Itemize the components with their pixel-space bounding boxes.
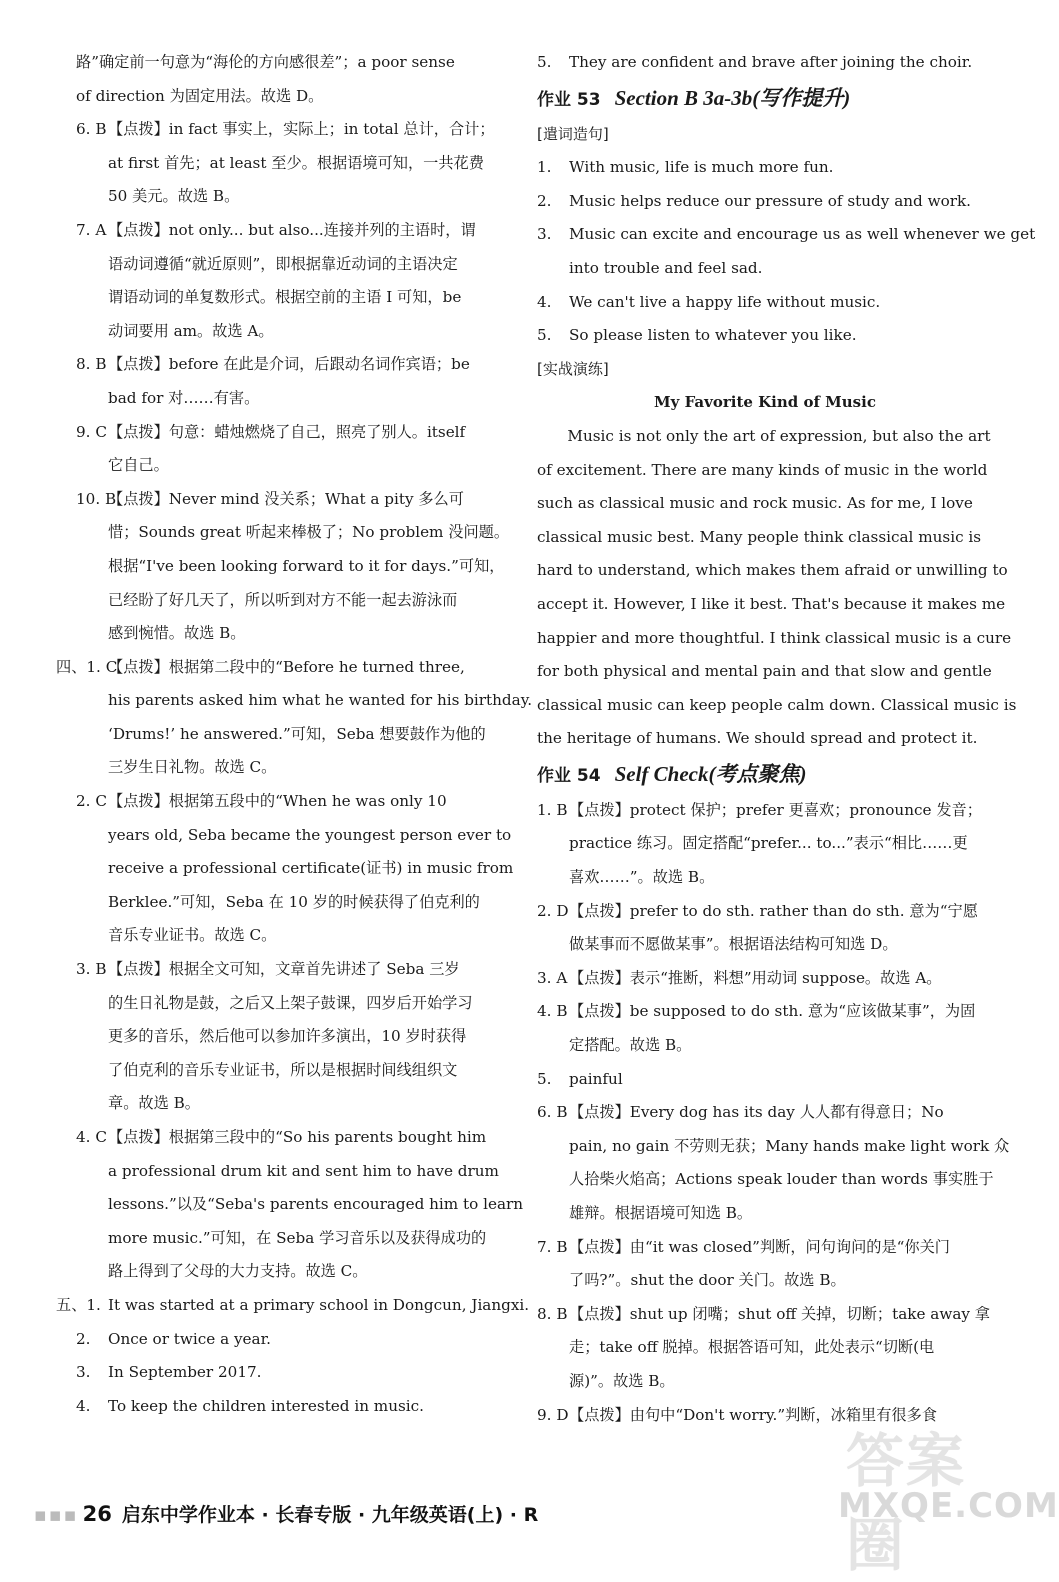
text-line: 源)”。故选 B。 xyxy=(569,1371,675,1390)
page-number: 26 xyxy=(82,1502,112,1526)
answer-item xyxy=(537,286,993,320)
essay-line: hard to understand, which makes them afraid or unwilling to xyxy=(537,561,1008,580)
answer-number: 五、1. xyxy=(56,1295,101,1314)
text-line: receive a professional certificate(证书) in music from xyxy=(108,859,514,878)
answer-number: 1. xyxy=(537,158,552,177)
answer-item xyxy=(76,1323,516,1357)
text-line: 音乐专业证书。故选 C。 xyxy=(108,926,277,945)
text-line: So please listen to whatever you like. xyxy=(569,326,857,345)
text-line: Music can excite and encourage us as well whenever we get xyxy=(569,225,1036,244)
answer-number: 3. xyxy=(76,1363,91,1382)
answer-item xyxy=(76,1121,524,1289)
text-line: 【点拨】in fact 事实上，实际上；in total 总计，合计； xyxy=(108,120,495,139)
text-line: 根据“I've been looking forward to it for days.”可知， xyxy=(108,556,505,575)
answer-number: 四、1. C xyxy=(56,657,118,676)
answer-number: 2. xyxy=(76,1329,91,1348)
text-line: 感到惋惜。故选 B。 xyxy=(108,624,246,643)
text-line: 【点拨】句意：蜡烛燃烧了自己，照亮了别人。itself xyxy=(108,422,466,441)
text-line: painful xyxy=(569,1069,623,1088)
page-footer xyxy=(34,1500,538,1527)
answer-item xyxy=(76,214,516,348)
answer-number: 4. B xyxy=(537,1002,568,1021)
answer-item xyxy=(76,953,516,1121)
answer-number: 4. C xyxy=(76,1128,107,1146)
text-line: 【点拨】根据第三段中的“So his parents bought him xyxy=(108,1128,487,1146)
essay-line: accept it. However, I like it best. That's because it makes me xyxy=(537,594,1006,613)
footer-decoration: ▪▪▪ xyxy=(34,1504,79,1526)
answer-number: 3. B xyxy=(76,960,107,979)
answer-number: 9. C xyxy=(76,422,107,441)
text-line: 了伯克利的音乐专业证书，所以是根据时间线组织文 xyxy=(108,1060,458,1079)
answer-item xyxy=(76,483,516,651)
text-line: 【点拨】Never mind 没关系；What a pity 多么可 xyxy=(108,489,464,508)
text-line: Music helps reduce our pressure of study and work. xyxy=(569,191,972,210)
text-line: 【点拨】be supposed to do sth. 意为“应该做某事”，为固 xyxy=(569,1002,976,1021)
text-line: 喜欢……”。故选 B。 xyxy=(569,868,715,887)
hw54-list xyxy=(537,794,1010,1432)
text-line: 【点拨】由“it was closed”判断，问句询问的是“你关门 xyxy=(569,1237,950,1256)
answer-item xyxy=(56,651,533,785)
text-line: 雄辩。根据语境可知选 B。 xyxy=(569,1204,753,1222)
text-line: 动词要用 am。故选 A。 xyxy=(108,321,274,340)
essay-paragraph xyxy=(537,420,1017,756)
answer-item xyxy=(76,1356,516,1390)
answer-item xyxy=(537,1063,993,1097)
answer-number: 2. C xyxy=(76,792,107,811)
answer-item xyxy=(537,1298,993,1399)
essay-line: such as classical music and rock music. As for me, I love xyxy=(537,494,973,513)
homework-title: Section B 3a-3b xyxy=(614,85,753,110)
text-line: 路”确定前一句意为“海伦的方向感很差”；a poor sense xyxy=(76,53,455,71)
answer-item xyxy=(537,319,993,353)
text-line: 走；take off 脱掉。根据答语可知，此处表示“切断(电 xyxy=(569,1338,935,1357)
answer-number: 9. D xyxy=(537,1405,569,1424)
text-line: Once or twice a year. xyxy=(108,1329,271,1348)
answer-number: 3. A xyxy=(537,968,568,987)
section-label-zaoci: [遣词造句] xyxy=(537,124,609,143)
answer-number: 10. B xyxy=(76,489,117,508)
watermark-url: MXQE.COM xyxy=(838,1486,1059,1526)
text-line: 谓语动词的单复数形式。根据空前的主语 I 可知，be xyxy=(108,288,462,307)
answer-item xyxy=(537,794,993,895)
text-line: 语动词遵循“就近原则”，即根据靠近动词的主语决定 xyxy=(108,254,458,273)
essay-line: classical music best. Many people think classical music is xyxy=(537,527,982,546)
answer-item xyxy=(76,46,516,113)
text-line: 章。故选 B。 xyxy=(108,1094,200,1113)
text-line: 【点拨】由句中“Don't worry.”判断，冰箱里有很多食 xyxy=(569,1405,937,1424)
text-line: To keep the children interested in music. xyxy=(108,1396,424,1415)
text-line: 它自己。 xyxy=(108,456,169,475)
text-line: 路上得到了父母的大力支持。故选 C。 xyxy=(108,1262,368,1281)
answer-item xyxy=(537,151,993,185)
answer-number: 7. A xyxy=(76,220,107,239)
book-title: 启东中学作业本 · 长春专版 · 九年级英语(上) · R xyxy=(121,1504,539,1526)
text-line: bad for 对……有害。 xyxy=(108,388,260,407)
answer-number: 6. B xyxy=(537,1103,568,1122)
answer-number: 2. xyxy=(537,191,552,210)
answer-item xyxy=(537,895,993,962)
homework-subtitle: (写作提升) xyxy=(752,85,851,110)
text-line: 50 美元。故选 B。 xyxy=(108,187,240,206)
answer-number: 4. xyxy=(76,1396,91,1415)
answer-item xyxy=(537,1096,1010,1230)
watermark xyxy=(838,1412,1059,1579)
right-column xyxy=(537,46,1036,1432)
answer-item xyxy=(537,46,993,80)
text-line: practice 练习。固定搭配“prefer... to...”表示“相比……更 xyxy=(569,834,968,853)
text-line: years old, Seba became the youngest person ever to xyxy=(108,825,512,844)
text-line: lessons.”以及“Seba's parents encouraged him to learn xyxy=(108,1195,524,1214)
text-line: at first 首先；at least 至少。根据语境可知，一共花费 xyxy=(108,153,484,172)
answer-item xyxy=(76,1390,516,1424)
text-line: 了吗?”。shut the door 关门。故选 B。 xyxy=(569,1271,846,1290)
text-line: 人拾柴火焰高；Actions speak louder than words 事实胜于 xyxy=(569,1170,994,1189)
essay-line: the heritage of humans. We should spread and protect it. xyxy=(537,729,978,748)
text-line: 【点拨】根据全文可知，文章首先讲述了 Seba 三岁 xyxy=(108,960,460,979)
essay-line: Music is not only the art of expression, but also the art xyxy=(567,426,991,445)
text-line: 三岁生日礼物。故选 C。 xyxy=(108,758,277,777)
answer-item xyxy=(537,962,993,996)
text-line: of direction 为固定用法。故选 D。 xyxy=(76,86,324,105)
text-line: 【点拨】根据第五段中的“When he was only 10 xyxy=(108,792,447,811)
answer-number: 3. xyxy=(537,225,552,244)
text-line: ‘Drums!’ he answered.”可知，Seba 想要鼓作为他的 xyxy=(108,724,486,743)
text-line: 更多的音乐，然后他可以参加许多演出，10 岁时获得 xyxy=(108,1027,467,1046)
answer-number: 1. B xyxy=(537,800,568,819)
text-line: 惜；Sounds great 听起来棒极了；No problem 没问题。 xyxy=(108,523,510,542)
text-line: 【点拨】before 在此是介词，后跟动名词作宾语；be xyxy=(108,355,470,374)
watermark-logo: 答案圈 xyxy=(846,1427,967,1579)
zaoci-list xyxy=(537,151,1036,353)
answer-number: 4. xyxy=(537,292,552,311)
essay-line: classical music can keep people calm down. Classical music is xyxy=(537,695,1017,714)
answer-number: 5. xyxy=(537,53,552,71)
answer-item xyxy=(537,218,1036,285)
answer-item xyxy=(537,1231,993,1298)
text-line: It was started at a primary school in Dongcun, Jiangxi. xyxy=(108,1295,530,1314)
text-line: 【点拨】shut up 闭嘴；shut off 关掉，切断；take away 拿 xyxy=(569,1304,990,1323)
text-line: pain, no gain 不劳则无获；Many hands make light work 众 xyxy=(569,1136,1010,1155)
answer-number: 8. B xyxy=(537,1304,568,1323)
homework-54-heading xyxy=(537,756,993,794)
homework-53-heading xyxy=(537,80,993,118)
homework-subtitle: (考点聚焦) xyxy=(708,761,807,786)
essay-line: happier and more thoughtful. I think classical music is a cure xyxy=(537,628,1012,647)
text-line: With music, life is much more fun. xyxy=(569,158,834,177)
text-line: 【点拨】protect 保护；prefer 更喜欢；pronounce 发音； xyxy=(569,800,982,819)
homework-title: Self Check xyxy=(614,761,709,786)
answer-number: 5. xyxy=(537,326,552,345)
text-line: We can't live a happy life without music. xyxy=(569,292,881,311)
text-line: his parents asked him what he wanted for his birthday. xyxy=(108,691,533,710)
text-line: 已经盼了好几天了，所以听到对方不能一起去游泳而 xyxy=(108,590,458,609)
text-line: 【点拨】根据第二段中的“Before he turned three, xyxy=(108,657,465,676)
answer-number: 8. B xyxy=(76,355,107,374)
text-line: into trouble and feel sad. xyxy=(569,258,763,277)
answer-item xyxy=(537,185,993,219)
text-line: 的生日礼物是鼓，之后又上架子鼓课，四岁后开始学习 xyxy=(108,993,473,1012)
text-line: 【点拨】prefer to do sth. rather than do sth. 意为“宁愿 xyxy=(569,901,978,920)
answer-item xyxy=(76,113,516,214)
text-line: 定搭配。故选 B。 xyxy=(569,1036,692,1055)
text-line: more music.”可知，在 Seba 学习音乐以及获得成功的 xyxy=(108,1228,487,1247)
text-line: 【点拨】表示“推断，料想”用动词 suppose。故选 A。 xyxy=(569,968,942,987)
answer-number: 2. D xyxy=(537,901,569,920)
answer-number: 7. B xyxy=(537,1237,568,1256)
text-line: In September 2017. xyxy=(108,1363,262,1382)
text-line: 【点拨】Every dog has its day 人人都有得意日；No xyxy=(569,1103,944,1122)
homework-tag: 作业 54 xyxy=(537,765,601,786)
left-column xyxy=(56,46,533,1423)
text-line: a professional drum kit and sent him to have drum xyxy=(108,1161,499,1180)
text-line: 做某事而不愿做某事”。根据语法结构可知选 D。 xyxy=(569,935,898,954)
answer-item xyxy=(76,348,516,415)
answer-number: 6. B xyxy=(76,120,107,139)
essay-title: My Favorite Kind of Music xyxy=(654,393,876,412)
essay-line: of excitement. There are many kinds of music in the world xyxy=(537,460,988,479)
homework-tag: 作业 53 xyxy=(537,89,601,110)
answer-item xyxy=(76,785,516,953)
answer-item xyxy=(56,1289,530,1323)
section-label-shizhan: [实战演练] xyxy=(537,359,609,378)
essay-line: for both physical and mental pain and that slow and gentle xyxy=(537,662,992,681)
answer-text: They are confident and brave after joining the choir. xyxy=(569,53,973,71)
answer-number: 5. xyxy=(537,1069,552,1088)
text-line: 【点拨】not only... but also...连接并列的主语时，谓 xyxy=(108,220,476,239)
answer-item xyxy=(537,995,993,1062)
text-line: Berklee.”可知，Seba 在 10 岁的时候获得了伯克利的 xyxy=(108,892,480,911)
answer-item xyxy=(76,416,516,483)
